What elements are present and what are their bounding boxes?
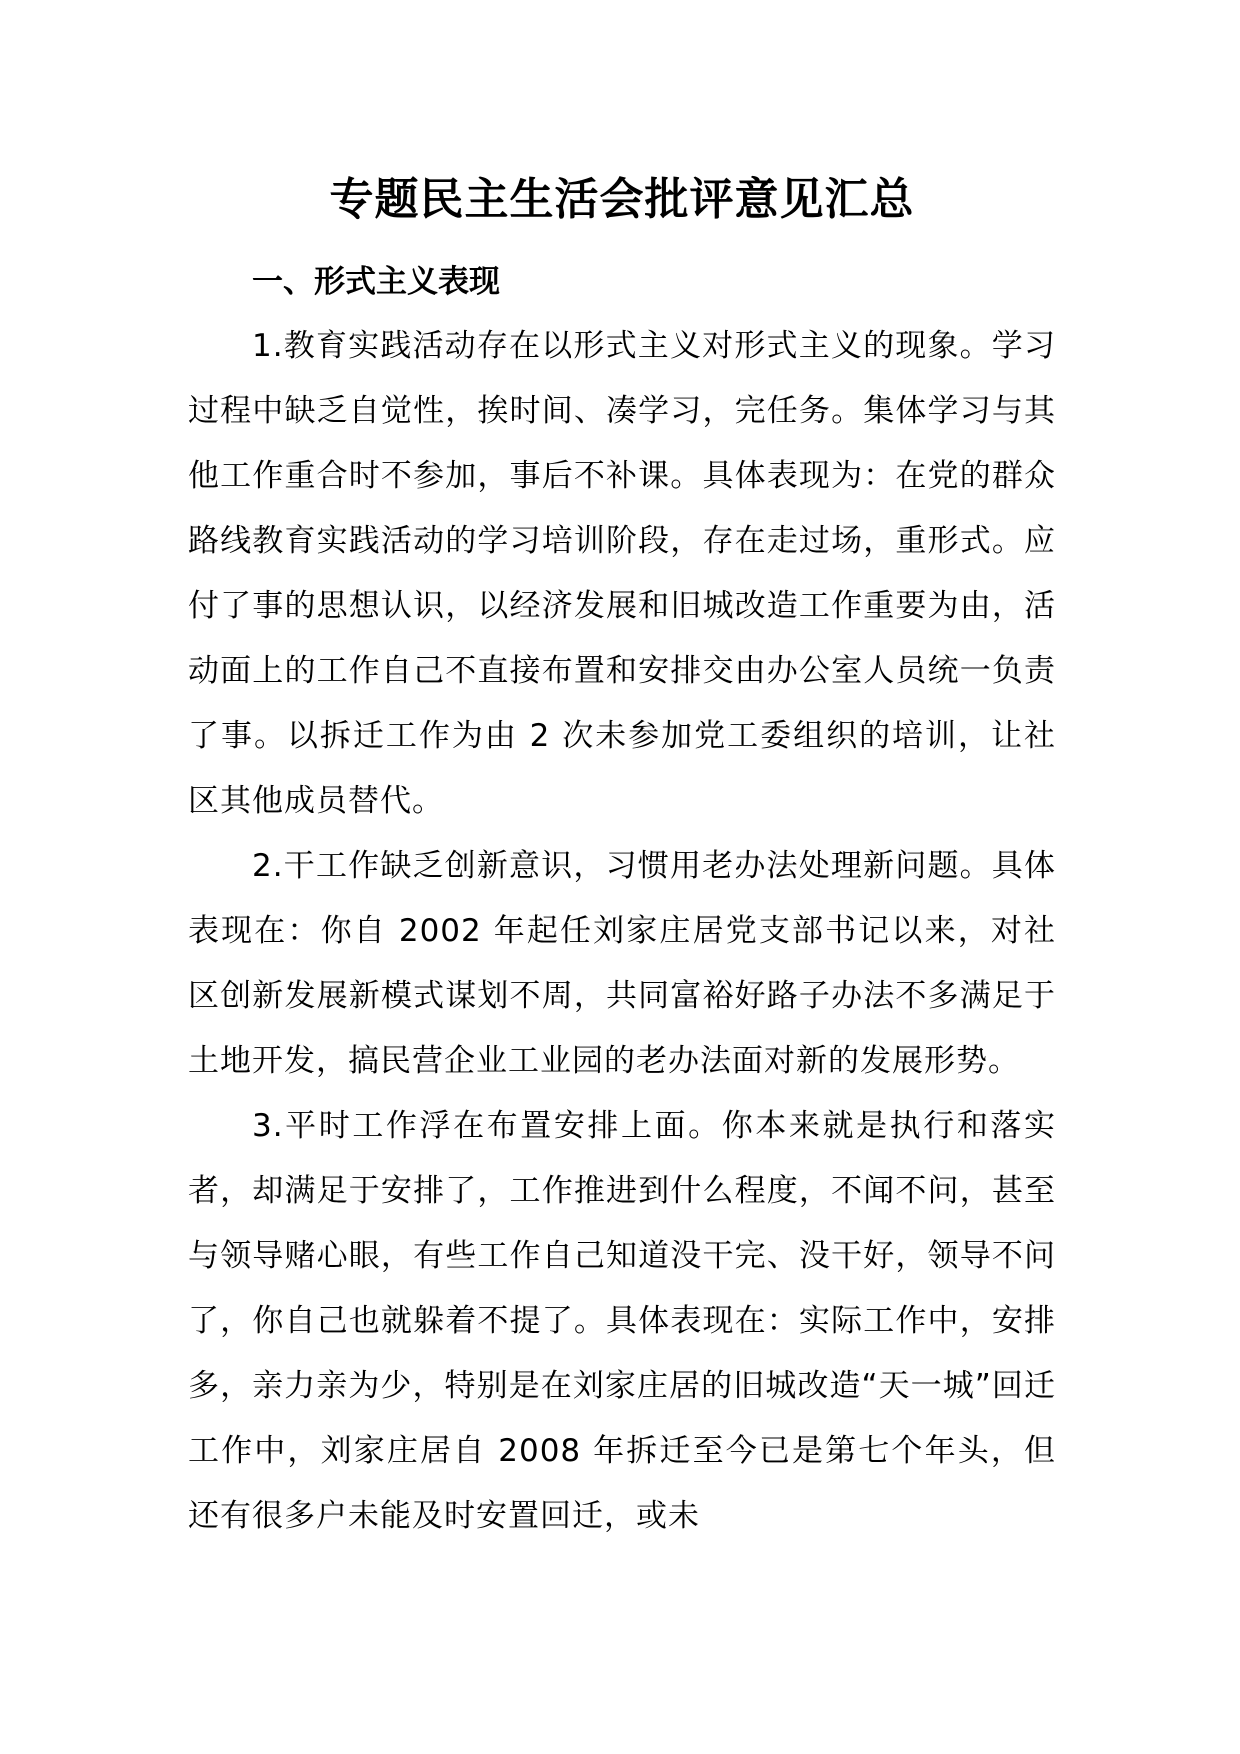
section-heading: 一、形式主义表现	[252, 264, 500, 300]
paragraph-2: 2.干工作缺乏创新意识，习惯用老办法处理新问题。具体表现在：你自 2002 年起任刘家庄居党支部书记以来，对社区创新发展新模式谋划不周，共同富裕好路子办法不多满足于土地开发，搞民营企业工业园的老办法面对新的发展形势。	[188, 848, 1056, 1079]
paragraph-1: 1.教育实践活动存在以形式主义对形式主义的现象。学习过程中缺乏自觉性，挨时间、凑学习，完任务。集体学习与其他工作重合时不参加，事后不补课。具体表现为：在党的群众路线教育实践活动的学习培训阶段，存在走过场，重形式。应付了事的思想认识，以经济发展和旧城改造工作重要为由，活动面上的工作自己不直接布置和安排交由办公室人员统一负责了事。以拆迁工作为由 2 次未参加党工委组织的培训，让社区其他成员替代。	[188, 328, 1056, 819]
document-title: 专题民主生活会批评意见汇总	[329, 174, 915, 225]
paragraph-3: 3.平时工作浮在布置安排上面。你本来就是执行和落实者，却满足于安排了，工作推进到什么程度，不闻不问，甚至与领导赌心眼，有些工作自己知道没干完、没干好，领导不问了，你自己也就躲着不提了。具体表现在：实际工作中，安排多，亲力亲为少，特别是在刘家庄居的旧城改造“天一城”回迁工作中，刘家庄居自 2008 年拆迁至今已是第七个年头，但还有很多户未能及时安置回迁，或未	[188, 1108, 1056, 1534]
document-page	[188, 150, 1056, 1549]
